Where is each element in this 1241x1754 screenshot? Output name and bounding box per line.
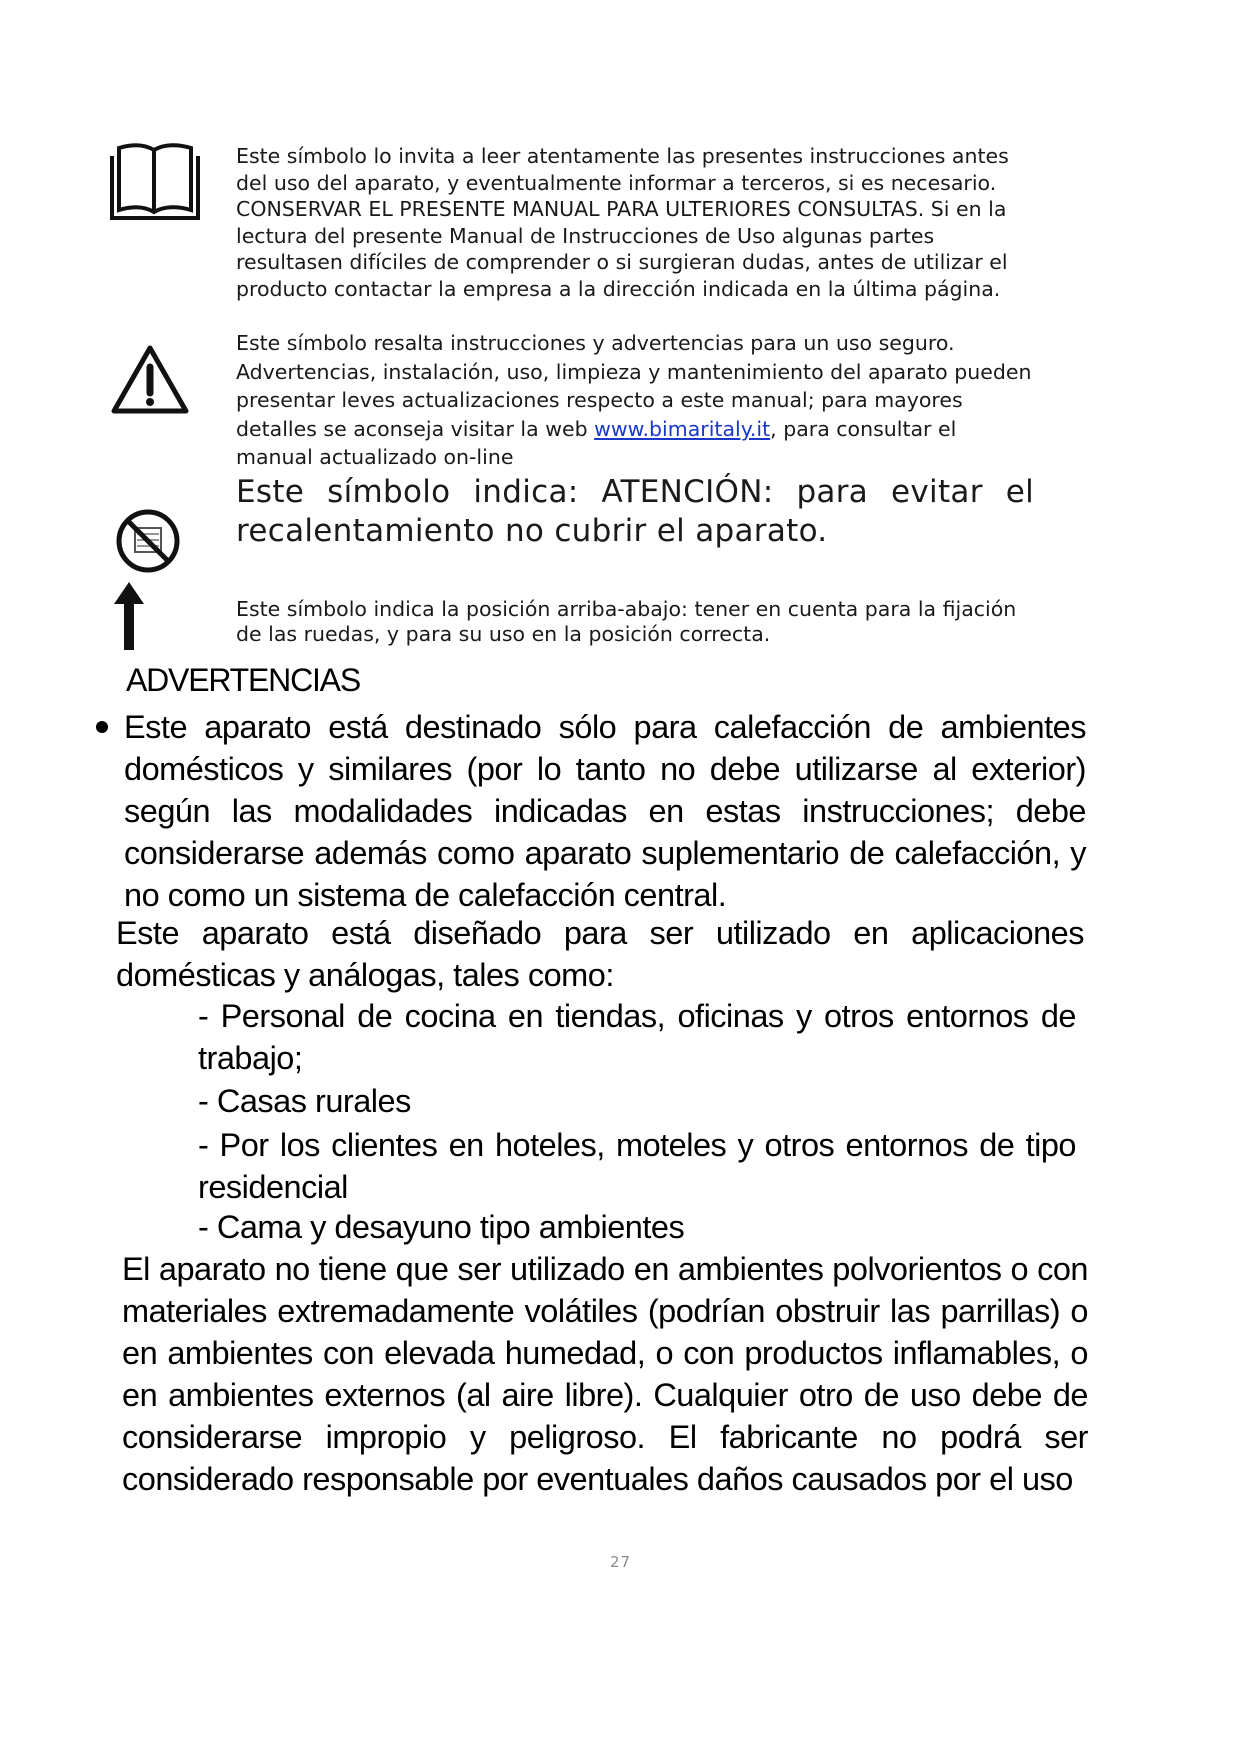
up-arrow-icon [112, 580, 146, 652]
warnings-list-item: - Cama y desayuno tipo ambientes [198, 1209, 685, 1245]
warning-triangle-icon [110, 343, 190, 415]
warnings-intro-text: Este aparato está diseñado para ser utilizado en aplicaciones domésticas y análogas, tales como: [116, 915, 1084, 993]
warnings-bullet-text: Este aparato está destinado sólo para calefacción de ambientes domésticos y similares (por lo tanto no debe utilizarse al exterior) según las modalidades indicadas en estas instrucciones; debe considerarse además como aparato suplementario de calefacción, y no como un sistema de calefacción central. [124, 709, 1086, 913]
open-book-icon [108, 142, 202, 222]
page-number: 27 [609, 1553, 632, 1571]
warning-text-before-link: Este símbolo resalta instrucciones y advertencias para un uso seguro. Advertencias, instalación, uso, limpieza y mantenimiento del aparato pueden presentar leves actualizaciones respecto a este manual; para mayores detalles se aconseja visitar la web [236, 331, 1032, 441]
website-link[interactable]: www.bimaritaly.it [594, 416, 771, 441]
warnings-list-item: - Por los clientes en hoteles, moteles y otros entornos de tipo residencial [198, 1127, 1076, 1205]
warning-symbol-text [236, 329, 1036, 472]
up-arrow-symbol-text: Este símbolo indica la posición arriba-abajo: tener en cuenta para la fijación de las ruedas, y para su uso en la posición correcta. [236, 597, 1017, 646]
warnings-heading: ADVERTENCIAS [126, 662, 360, 698]
warning-text-after-link: , para consultar el manual actualizado on-line [236, 416, 957, 469]
warnings-list-item: - Personal de cocina en tiendas, oficinas y otros entornos de trabajo; [198, 998, 1076, 1076]
warnings-closing-text: El aparato no tiene que ser utilizado en ambientes polvorientos o con materiales extremadamente volátiles (podrían obstruir las parrillas) o en ambientes con elevada humedad, o con productos inflamables, o en ambientes externos (al aire libre). Cualquier otro de uso debe de considerarse impropio y peligroso. El fabricante no podrá ser considerado responsable por eventuales daños causados por el uso [122, 1251, 1088, 1497]
warnings-list-item: - Casas rurales [198, 1083, 411, 1119]
no-cover-symbol-text: Este símbolo indica: ATENCIÓN: para evitar el recalentamiento no cubrir el aparato. [236, 474, 1034, 549]
book-symbol-text: Este símbolo lo invita a leer atentamente las presentes instrucciones antes del uso del aparato, y eventualmente informar a terceros, si es necesario. CONSERVAR EL PRESENTE MANUAL PARA ULTERIORES CONSULTAS. Si en la lectura del presente Manual de Instrucciones de Uso algunas partes resultasen difíciles de comprender o si surgieran dudas, antes de utilizar el producto contactar la empresa a la dirección indicada en la última página. [236, 144, 1009, 301]
bullet-icon [96, 721, 108, 733]
do-not-cover-icon [115, 508, 181, 574]
